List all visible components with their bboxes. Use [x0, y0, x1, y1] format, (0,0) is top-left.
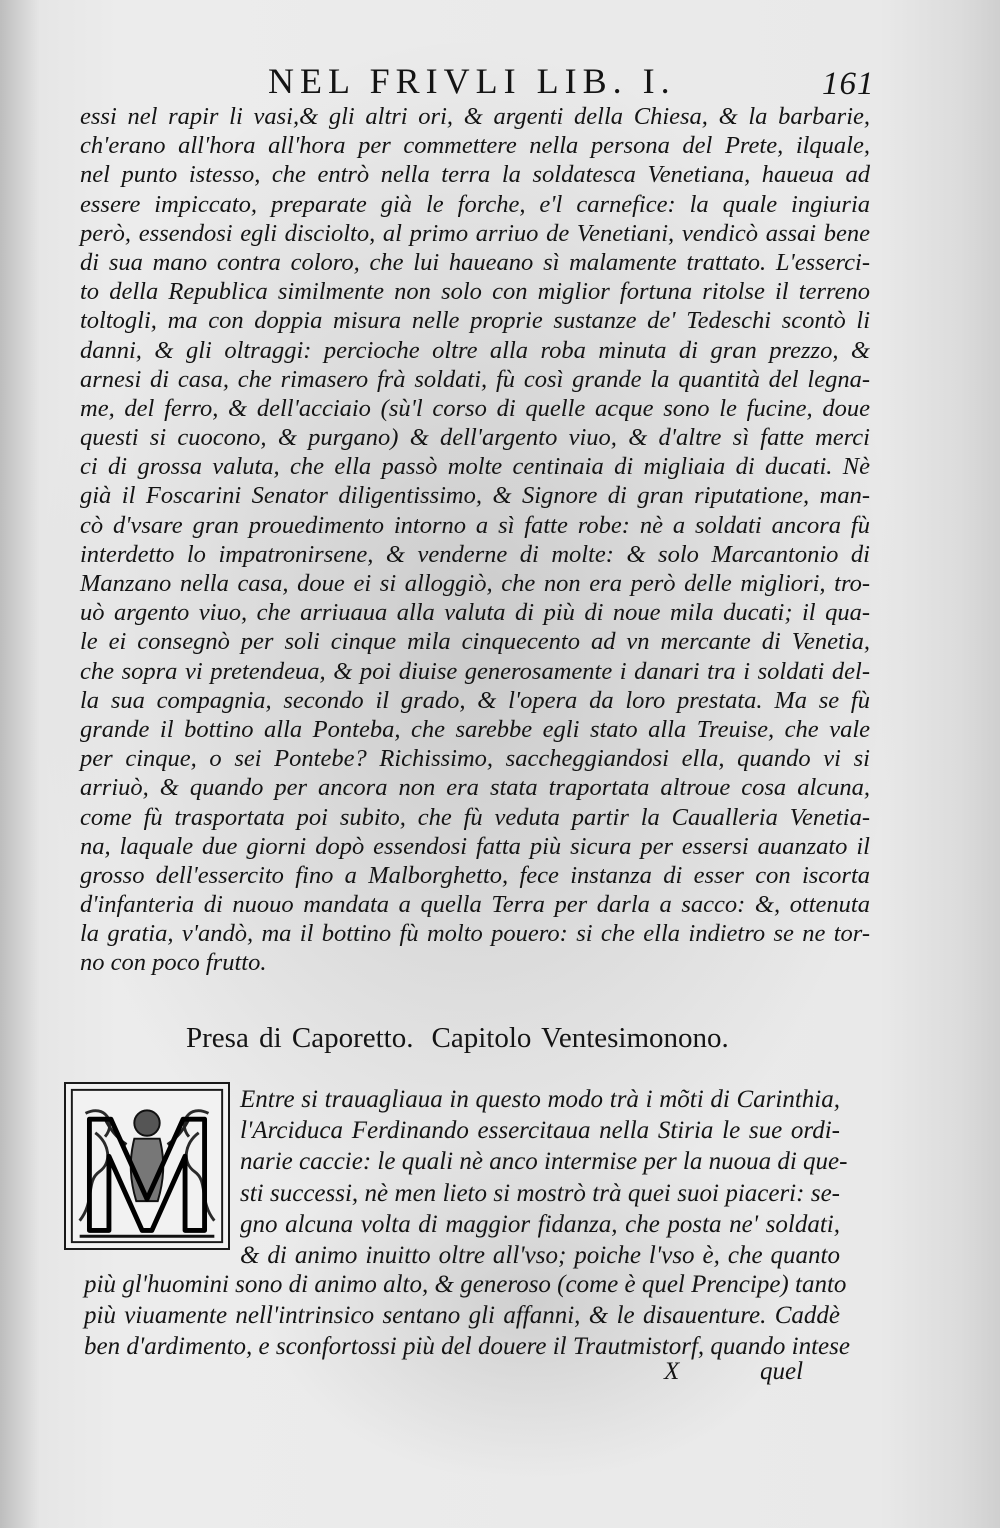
chapter-number: Capitolo Ventesimonono. [431, 1022, 729, 1054]
chapter-heading [186, 1022, 746, 1055]
text-line: d'infanteria di nuouo mandata a quella Terra per darla a sacco: &, ottenuta [80, 891, 870, 919]
catchword: quel [760, 1358, 804, 1385]
text-line: questi si cuocono, & purgano) & dell'argento viuo, & d'altre sì fatte merci [80, 424, 870, 452]
text-line: essi nel rapir li vasi,& gli altri ori, & argenti della Chiesa, & la barbarie, [80, 103, 870, 130]
text-line: ben d'ardimento, e sconfortossi più del douere il Trautmistorf, quando intese [84, 1333, 850, 1361]
text-line: narie caccie: le quali nè anco intermise per la nuoua di que- [240, 1148, 848, 1176]
text-line: Entre si trauagliaua in questo modo trà i mõti di Carinthia, [240, 1086, 840, 1113]
chapter-text-full-width [84, 1269, 850, 1363]
decorated-initial-m-icon [66, 1084, 228, 1248]
text-line: più gl'huomini sono di animo alto, & generoso (come è quel Prencipe) tanto [84, 1271, 847, 1298]
text-line: me, del ferro, & dell'acciaio (sù'l corso di quelle acque sono le fucine, doue [80, 394, 870, 422]
text-line: la sua compagnia, secondo il grado, & l'opera da loro prestata. Ma se fù [80, 686, 870, 714]
text-line: già il Foscarini Senator diligentissimo, & Signore di gran riputatione, man- [80, 482, 870, 510]
text-line: danni, & gli oltraggi: percioche oltre alla roba minuta di gran prezzo, & [80, 336, 870, 364]
text-line: come fù trasportata poi subito, che fù veduta partir la Caualleria Venetia- [80, 803, 870, 831]
text-line: & di animo inuitto oltre all'vso; poiche l'vso è, che quanto [240, 1241, 840, 1269]
text-line: per cinque, o sei Pontebe? Richissimo, saccheggiandosi ella, quando vi si [80, 745, 870, 773]
text-line: arnesi di casa, che rimasero frà soldati, fù così grande la quantità del legna- [80, 365, 870, 393]
text-line: uò argento viuo, che arriuaua alla valuta di più di noue mila ducati; il qua- [80, 599, 870, 627]
page-number: 161 [822, 66, 875, 102]
text-line: grande il bottino alla Ponteba, che sarebbe egli stato alla Treuise, che vale [80, 715, 870, 743]
text-line: to della Republica similmente non solo con miglior fortuna ritolse il terreno [80, 278, 870, 306]
chapter-title: Presa di Caporetto. [186, 1022, 414, 1054]
chapter-text-beside-initial [240, 1084, 848, 1271]
text-line: Manzano nella casa, doue ei si alloggiò, che non era però delle migliori, tro- [80, 570, 870, 597]
text-line: che sopra vi pretendeua, & poi diuise generosamente i danari tra i soldati del- [80, 657, 870, 685]
text-line: la gratia, v'andò, ma il bottino fù molto pouero: si che ella indietro se ne tor- [80, 920, 870, 948]
text-line: però, essendosi egli disciolto, al primo arriuo de Venetiani, vendicò assai bene [80, 219, 870, 247]
text-line: cò d'vsare gran prouedimento intorno a sì fatte robe: nè a soldati ancora fù [80, 511, 870, 539]
text-line: gno alcuna volta di maggior fidanza, che posta ne' soldati, [240, 1210, 840, 1238]
text-line: nel punto istesso, che entrò nella terra la soldatesca Venetiana, haueua ad [80, 161, 870, 189]
text-line: di sua mano contra coloro, che lui haueano sì malamente trattato. L'esserci- [80, 248, 870, 276]
text-line: toltogli, ma con doppia misura nelle proprie sustanze de' Tedeschi scontò li [80, 307, 870, 335]
text-line: le ei consegnò per soli cinque mila cinquecento ad vn mercante di Venetia, [80, 628, 870, 656]
text-line: sti successi, nè men lieto si mostrò trà quei suoi piaceri: se- [240, 1179, 840, 1207]
text-line: grosso dell'essercito fino a Malborghetto, fece instanza di esser con iscorta [80, 861, 870, 889]
main-text-block [80, 102, 870, 978]
text-line: na, laquale due giorni dopò essendosi fatta più sicura per essersi auanzato il [80, 832, 870, 860]
text-line: interdetto lo impatronirsene, & venderne di molte: & solo Marcantonio di [80, 540, 870, 568]
text-line: ci di grossa valuta, che ella passò molte centinaia di migliaia di ducati. Nè [80, 453, 870, 481]
text-line: l'Arciduca Ferdinando essercitaua nella Stiria le sue ordi- [240, 1117, 840, 1145]
running-title: NEL FRIVLI LIB. I. [268, 61, 676, 101]
text-line: arriuò, & quando per ancora non era stata traportata altroue cosa alcuna, [80, 774, 870, 802]
decorated-initial [64, 1082, 230, 1250]
text-line: ch'erano all'hora all'hora per commettere nella persona del Prete, ilquale, [80, 132, 870, 160]
text-line-last: no con poco frutto. [80, 949, 267, 977]
signature-mark: X [664, 1358, 680, 1385]
text-line: essere impiccato, preparate già le forche, e'l carnefice: la quale ingiuria [80, 190, 870, 218]
text-line: più viuamente nell'intrinsico sentano gli affanni, & le disauenture. Caddè [84, 1302, 840, 1330]
